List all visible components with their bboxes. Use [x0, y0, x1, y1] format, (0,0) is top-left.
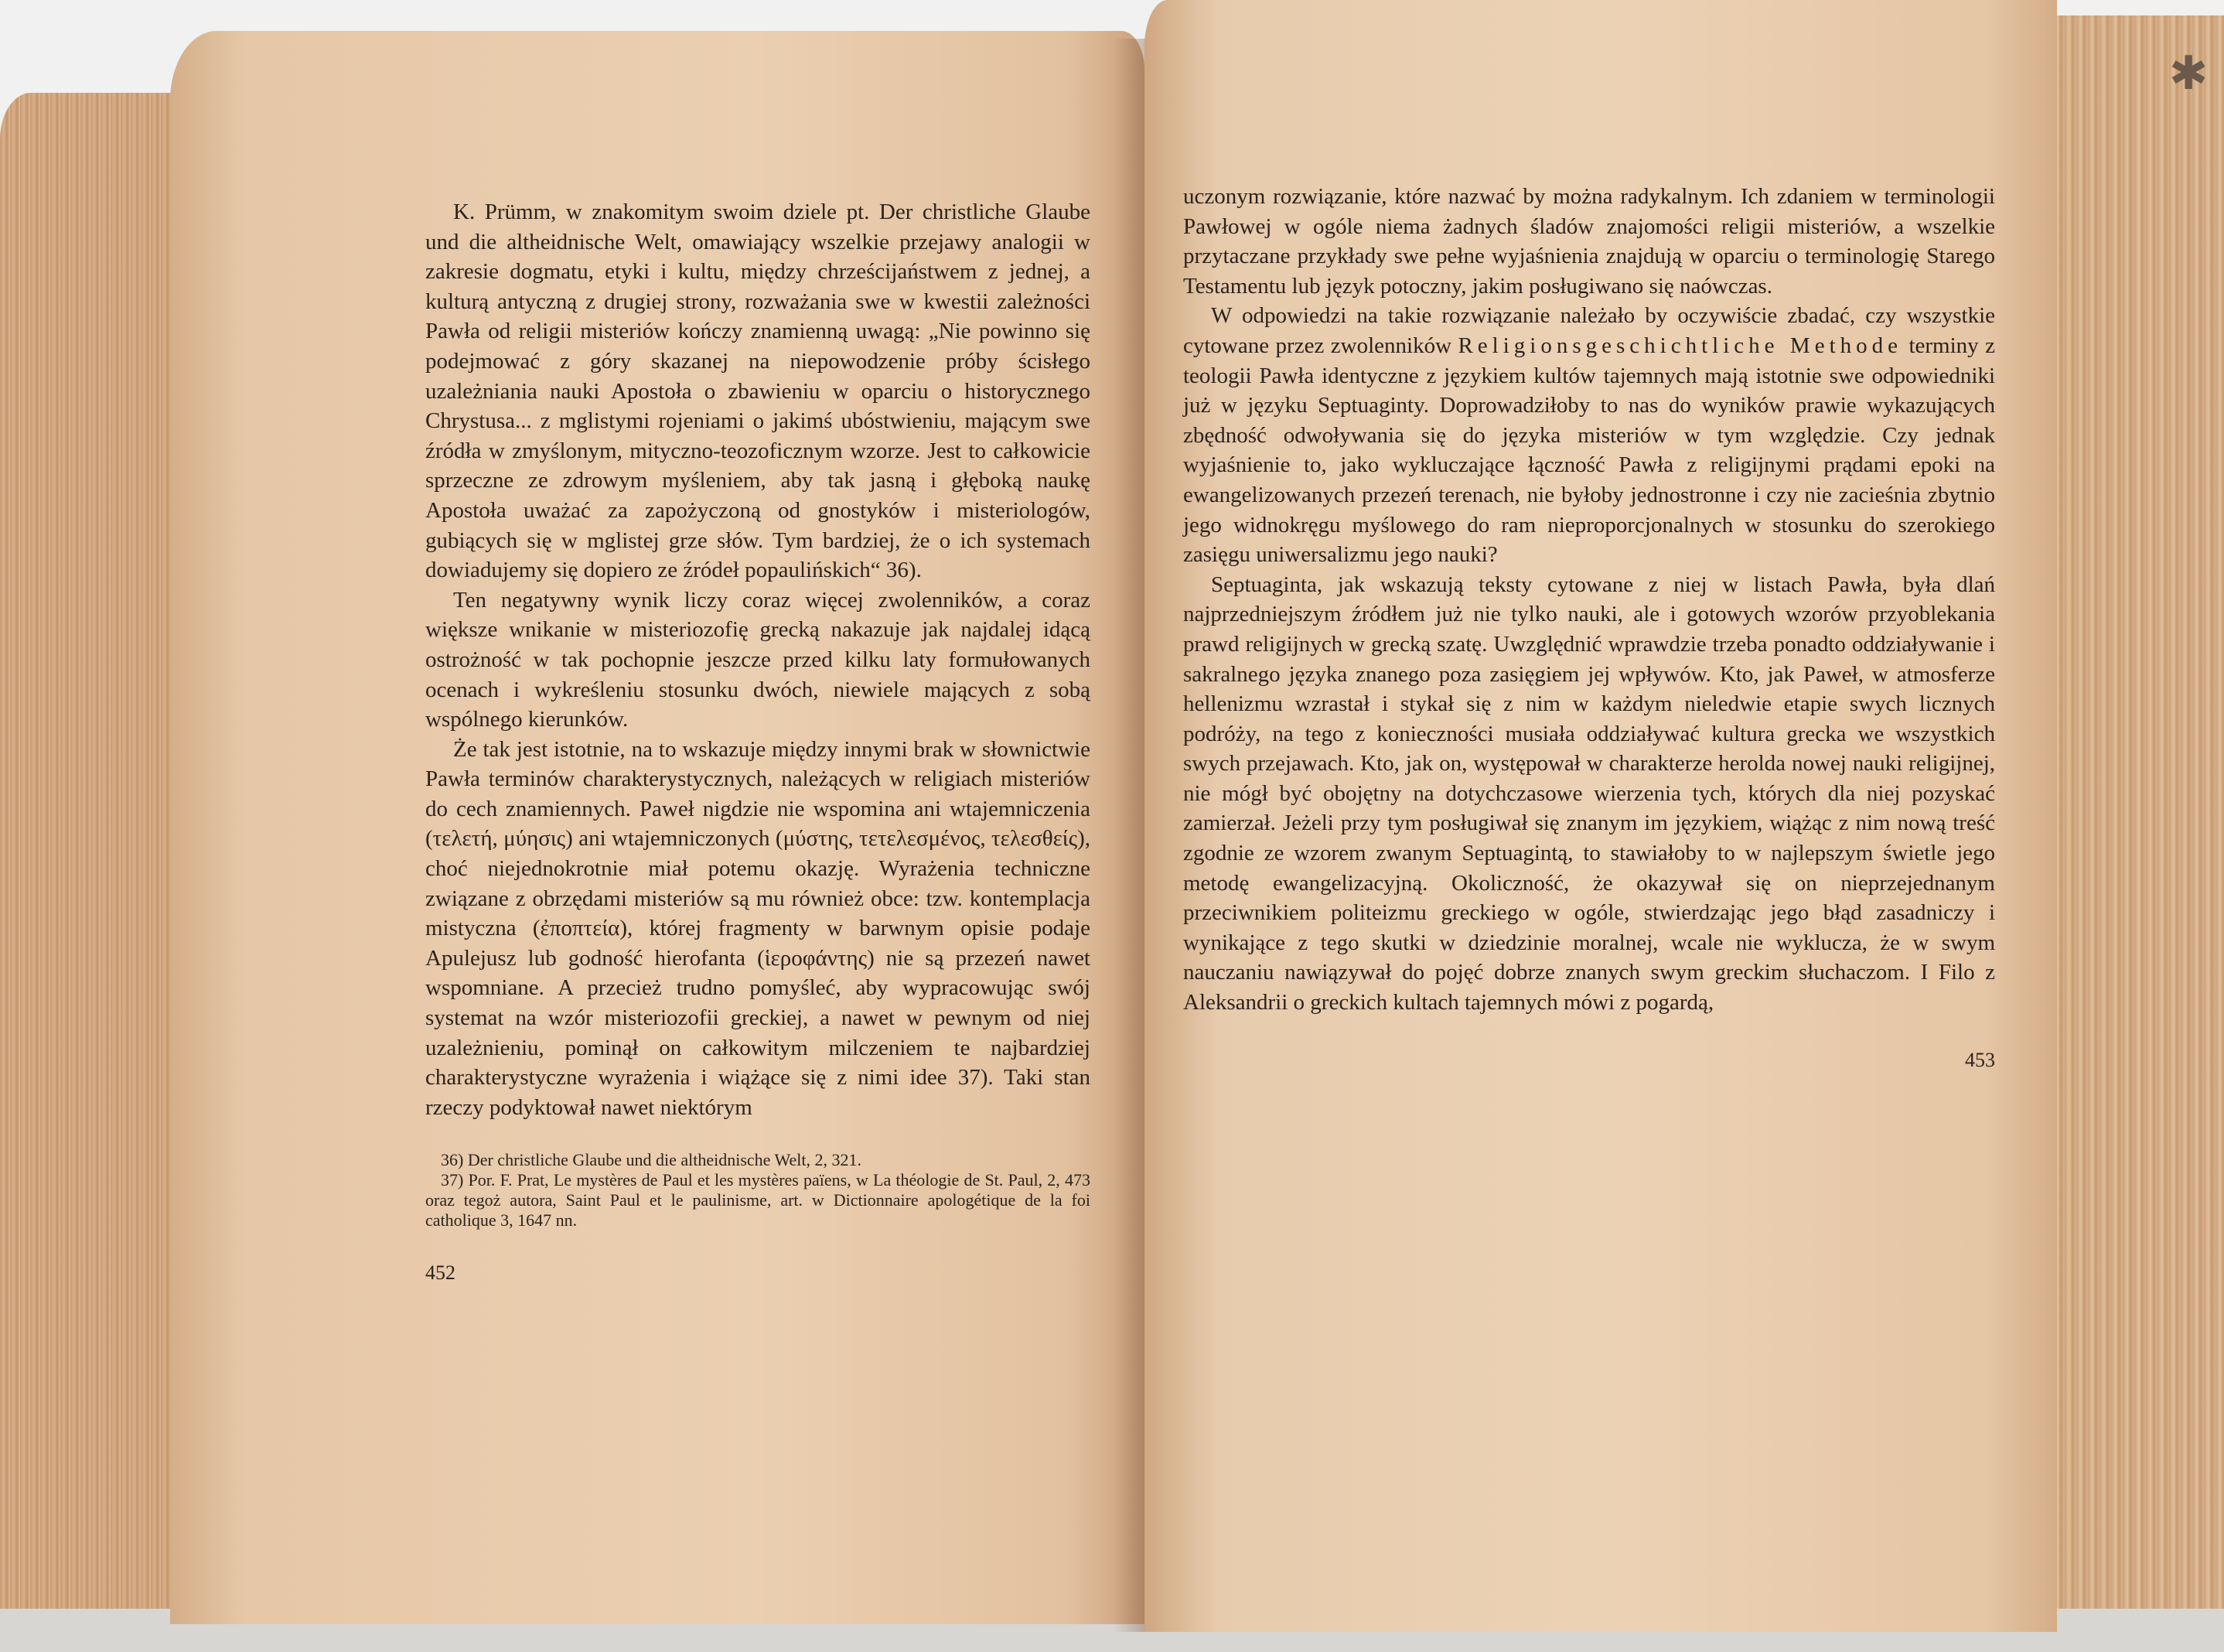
footnote-37: 37) Por. F. Prat, Le mystères de Paul et les mystères païens, w La théologie de St. Paul, 2, 473 oraz tegoż autora, Saint Paul et le paulinisme, art. w Dictionnaire apologétique de la foi catholique 3, 1647 nn.	[425, 1170, 1090, 1230]
right-page-edges	[2042, 15, 2224, 1632]
left-paragraph-3: Że tak jest istotnie, na to wskazuje między innymi brak w słownictwie Pawła terminów charakterystycznych, należących w religiach misteriów do cech znamiennych. Paweł nigdzie nie wspomina ani wtajemniczenia (τελετή, μύησις) ani wtajemniczonych (μύστης, τετελεσμένος, τελεσθείς), choć niejednokrotnie miał potemu okazję. Wyrażenia techniczne związane z obrzędami misteriów są mu również obce: tzw. kontemplacja mistyczna (ἐποπτεία), której fragmenty w barwnym opisie podaje Apulejusz lub godność hierofanta (ἱεροφάντης) nie są przezeń nawet wspomniane. A przecież trudno pomyśleć, aby wypracowując swój systemat na wzór misteriozofii greckiej, a nawet w pewnym od niej uzależnieniu, pominął on całkowitym milczeniem te najbardziej charakterystyczne wyrażenia i wiążące się z nimi idee 37). Taki stan rzeczy podyktował nawet niektórym	[425, 736, 1090, 1120]
left-paragraph-1: K. Prümm, w znakomitym swoim dziele pt. Der christliche Glaube und die altheidnische Welt, omawiający wszelkie przejawy analogii w zakresie dogmatu, etyki i kultu, między chrześcijaństwem z jednej, a kulturą antyczną z drugiej strony, rozważania swe w kwestii zależności Pawła od religii misteriów kończy znamienną uwagą: „Nie powinno się podejmować z góry skazanej na niepowodzenie próby ścisłego uzależniania nauki Apostoła o zbawieniu w oparciu o historycznego Chrystusa... z mglistymi rojeniami o jakimś ubóstwieniu, mającym swe źródła w zmyślonym, mityczno-teozoficznym wzorze. Jest to całkowicie sprzeczne ze zdrowym myśleniem, aby tak jasną i głęboką naukę Apostoła uważać za zapożyczoną od gnostyków i misteriologów, gubiących się w mglistej grze słów. Tym bardziej, że o ich systemach dowiadujemy się dopiero ze źródeł popaulińskich“ 36).	[425, 200, 1090, 583]
right-paragraph-2	[1183, 301, 1995, 569]
left-page	[170, 31, 1144, 1624]
footnote-36: 36) Der christliche Glaube und die altheidnische Welt, 2, 321.	[441, 1150, 862, 1170]
right-paragraph-2-start: W odpowiedzi na takie rozwiązanie należało by oczywiście zbadać, czy wszystkie cytowane przez zwolenników	[1183, 303, 1995, 358]
right-paragraph-1: uczonym rozwiązanie, które nazwać by można radykalnym. Ich zdaniem w terminologii Pawłowej w ogóle niema żadnych śladów znajomości religii misteriów, a wszelkie przytaczane przykłady swe pełne wyjaśnienia znajdują w oparciu o terminologię Starego Testamentu lub język potoczny, jakim posługiwano się naówczas.	[1183, 184, 1995, 299]
page-number-right: 453	[1965, 1048, 1995, 1071]
pencil-mark-icon: ✱	[2169, 47, 2209, 99]
page-number-left: 452	[425, 1261, 455, 1285]
right-page	[1144, 0, 2057, 1632]
right-paragraph-2-end: terminy z teologii Pawła identyczne z językiem kultów tajemnych mają istotnie swe odpowiedniki już w języku Septuaginty. Doprowadziłoby to nas do wyników prawie wykazujących zbędność odwoływania się do języka misteriów w tym względzie. Czy jednak wyjaśnienie to, jako wykluczające łączność Pawła z religijnymi prądami epoki na ewangelizowanych przezeń terenach, nie byłoby jednostronne i czy nie zacieśnia zbytnio jego widnokręgu myślowego do ram nieproporcjonalnych w stosunku do szerokiego zasięgu uniwersalizmu jego nauki?	[1183, 333, 1995, 568]
left-page-edges	[0, 93, 193, 1632]
left-paragraph-2: Ten negatywny wynik liczy coraz więcej zwolenników, a coraz większe wnikanie w misteriozofię grecką nakazuje jak najdalej idącą ostrożność w tak pochopnie jeszcze przed kilku laty formułowanych ocenach i wykreśleniu stosunku dwóch, niewiele mających z sobą wspólnego kierunków.	[425, 587, 1090, 732]
spaced-term: Religionsgeschichtliche Methode	[1458, 333, 1903, 358]
footnotes	[425, 1150, 1090, 1230]
right-paragraph-3: Septuaginta, jak wskazują teksty cytowane z niej w listach Pawła, była dlań najprzedniejszym źródłem już nie tylko nauki, ale i gotowych wzorów przyoblekania prawd religijnych w grecką szatę. Uwzględnić wprawdzie trzeba ponadto oddziaływanie i sakralnego języka znanego poza zasięgiem jej wpływów. Kto, jak Paweł, w atmosferze hellenizmu wzrastał i stykał się z nim w każdym nieledwie etapie swych licznych podróży, na tego z konieczności musiała oddziaływać kultura grecka we wszystkich swych przejawach. Kto, jak on, występował w charakterze herolda nowej nauki religijnej, nie mógł być obojętny na dotychczasowe wierzenia tych, których dla niej pozyskać zamierzał. Jeżeli przy tym posługiwał się znanym im językiem, wiążąc z nim nową treść zgodnie ze wzorem zwanym Septuagintą, to stawiałoby to w najlepszym świetle jego metodę ewangelizacyjną. Okoliczność, że okazywał się on nieprzejednanym przeciwnikiem politeizmu greckiego w ogóle, stwierdzając jego błąd zasadniczy i wynikające z tego skutki w dziedzinie moralnej, wcale nie wyklucza, że w swym nauczaniu nawiązywał do pojęć dobrze znanych swym greckim słuchaczom. I Filo z Aleksandrii o greckich kultach tajemnych mówi z pogardą,	[1183, 572, 1995, 1015]
